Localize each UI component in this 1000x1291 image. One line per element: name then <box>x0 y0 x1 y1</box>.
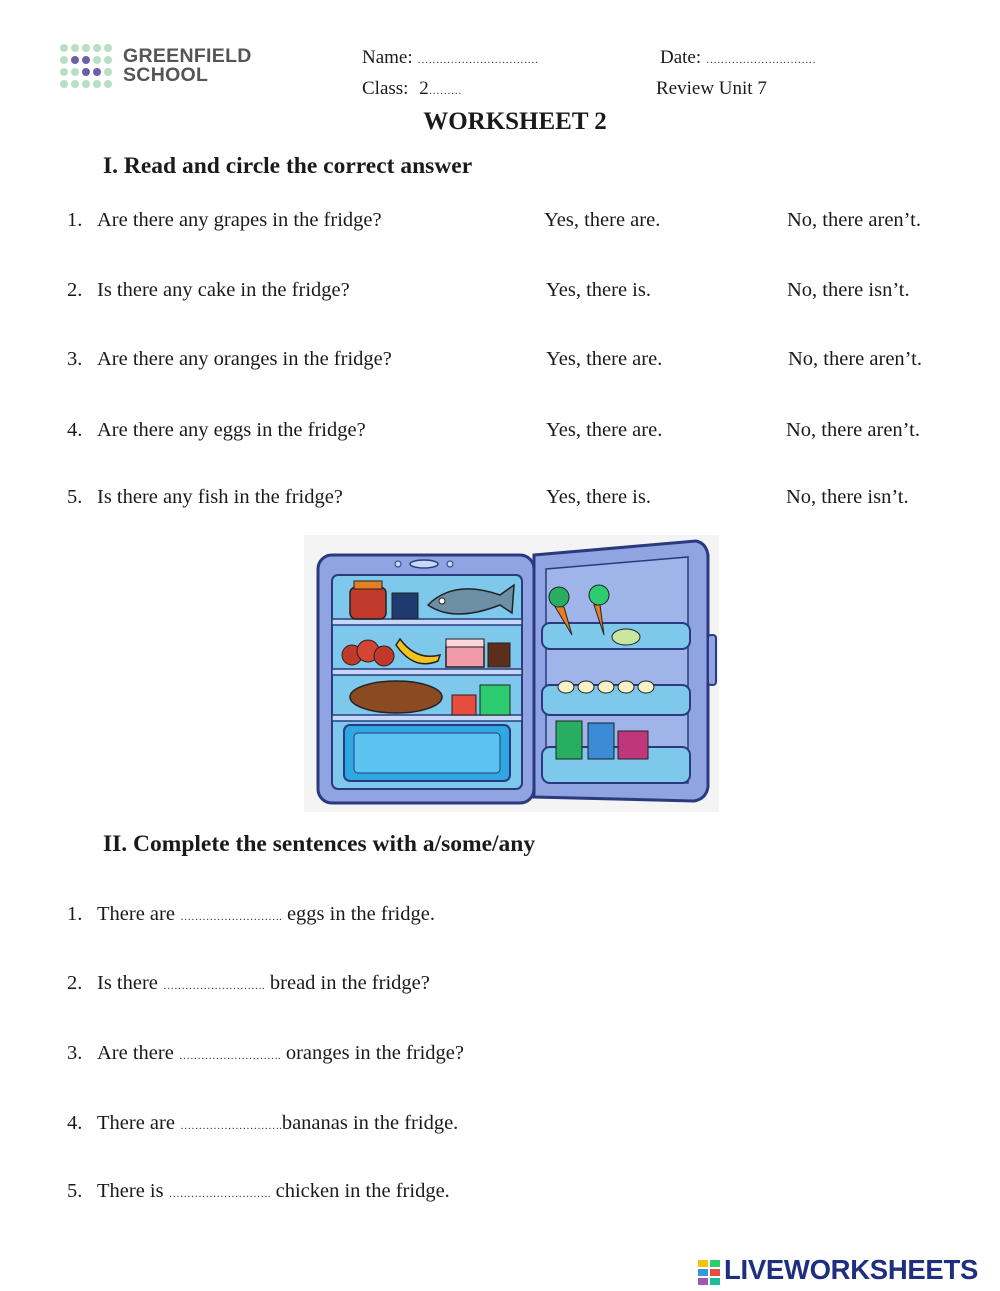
dot-grid-logo-icon <box>60 42 114 92</box>
sentence-row <box>0 903 1000 931</box>
class-label: Class: <box>362 78 409 99</box>
question-text: Are there any eggs in the fridge? <box>97 419 366 441</box>
school-logo <box>60 42 280 94</box>
answer-no[interactable]: No, there isn’t. <box>786 486 909 508</box>
answer-blank[interactable]: ………………………. <box>168 1188 271 1200</box>
sentence-number: 3. <box>67 1042 83 1064</box>
answer-no[interactable]: No, there isn’t. <box>787 279 910 301</box>
answer-blank[interactable]: ………………………. <box>180 1120 282 1132</box>
sentence-row <box>0 972 1000 1000</box>
question-row <box>0 486 1000 514</box>
sentence-after: eggs in the fridge. <box>286 903 435 925</box>
unit-label: Review Unit 7 <box>656 78 767 99</box>
question-number: 4. <box>67 419 83 441</box>
sentence-number: 5. <box>67 1180 83 1202</box>
sentence-after: bananas in the fridge. <box>281 1112 459 1134</box>
liveworksheets-label: LIVEWORKSHEETS <box>724 1254 979 1285</box>
answer-blank[interactable]: ………………………. <box>163 980 265 992</box>
sentence-before: Are there <box>97 1042 174 1064</box>
school-name <box>123 47 252 85</box>
sentence-row <box>0 1042 1000 1070</box>
answer-blank[interactable]: ………………………. <box>178 1050 281 1062</box>
sentence-row <box>0 1112 1000 1140</box>
question-row <box>0 279 1000 307</box>
answer-yes[interactable]: Yes, there is. <box>546 486 651 508</box>
question-text: Are there any oranges in the fridge? <box>97 348 392 370</box>
chicken-icon <box>350 681 442 713</box>
answer-yes[interactable]: Yes, there are. <box>546 348 663 370</box>
open-fridge-illustration <box>304 535 719 812</box>
question-text: Is there any fish in the fridge? <box>97 486 343 508</box>
answer-yes[interactable]: Yes, there is. <box>546 279 651 301</box>
question-number: 5. <box>67 486 83 508</box>
sentence-row <box>0 1180 1000 1208</box>
class-value: 2 <box>419 78 429 99</box>
sentence-number: 1. <box>67 903 83 925</box>
liveworksheets-logo-icon <box>698 1260 720 1284</box>
date-field[interactable] <box>660 47 816 69</box>
question-row <box>0 419 1000 447</box>
name-blank[interactable]: …………………………… <box>417 54 539 66</box>
sentence-before: There are <box>97 903 175 925</box>
eggs-icon <box>598 681 614 693</box>
answer-no[interactable]: No, there aren’t. <box>786 419 920 441</box>
name-field[interactable] <box>362 47 538 69</box>
question-text: Are there any grapes in the fridge? <box>97 209 382 231</box>
sentence-before: Is there <box>97 972 158 994</box>
milk-carton-icon <box>618 731 648 759</box>
cake-icon <box>446 645 484 667</box>
sentence-number: 4. <box>67 1112 83 1134</box>
worksheet-title: WORKSHEET 2 <box>423 108 607 135</box>
question-number: 2. <box>67 279 83 301</box>
question-row <box>0 348 1000 376</box>
sentence-number: 2. <box>67 972 83 994</box>
answer-no[interactable]: No, there aren’t. <box>787 209 921 231</box>
date-blank[interactable]: ………………………… <box>705 54 816 66</box>
section1-heading: I. Read and circle the correct answer <box>103 153 473 179</box>
sentence-before: There is <box>97 1180 164 1202</box>
jar-icon <box>350 587 386 619</box>
sentence-after: chicken in the fridge. <box>275 1180 450 1202</box>
class-blank: ……… <box>428 85 462 97</box>
class-field <box>362 78 462 100</box>
fridge-svg <box>304 535 719 812</box>
school-name-line1: GREENFIELD <box>123 45 252 67</box>
answer-no[interactable]: No, there aren’t. <box>788 348 922 370</box>
question-row <box>0 209 1000 237</box>
apples-icon <box>374 646 394 666</box>
question-number: 1. <box>67 209 83 231</box>
answer-yes[interactable]: Yes, there are. <box>546 419 663 441</box>
question-text: Is there any cake in the fridge? <box>97 279 350 301</box>
school-name-line2: SCHOOL <box>123 64 209 86</box>
answer-yes[interactable]: Yes, there are. <box>544 209 661 231</box>
name-label: Name: <box>362 47 413 68</box>
sentence-after: oranges in the fridge? <box>285 1042 464 1064</box>
date-label: Date: <box>660 47 702 68</box>
section2-heading: II. Complete the sentences with a/some/any <box>103 831 536 857</box>
sentence-before: There are <box>97 1112 175 1134</box>
question-number: 3. <box>67 348 83 370</box>
answer-blank[interactable]: ………………………. <box>180 911 282 923</box>
sentence-after: bread in the fridge? <box>269 972 430 994</box>
